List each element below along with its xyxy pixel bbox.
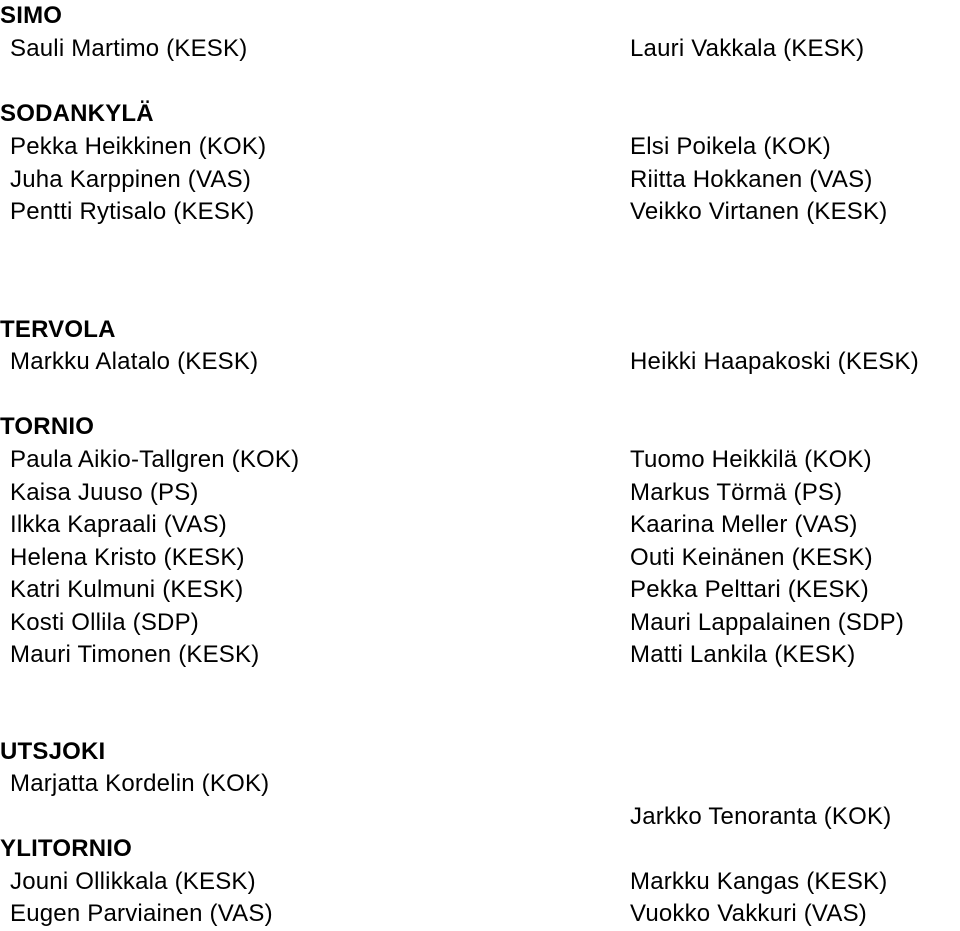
deputy-name: Veikko Virtanen (KESK) bbox=[630, 198, 888, 225]
member-name: Jouni Ollikkala (KESK) bbox=[10, 868, 256, 895]
member-name: Markku Alatalo (KESK) bbox=[10, 348, 259, 375]
municipality-heading-sodankyla: SODANKYLÄ bbox=[0, 100, 154, 127]
member-name: Kosti Ollila (SDP) bbox=[10, 609, 199, 636]
municipality-heading-tervola: TERVOLA bbox=[0, 316, 116, 343]
deputy-name: Matti Lankila (KESK) bbox=[630, 641, 856, 668]
member-name: Helena Kristo (KESK) bbox=[10, 544, 245, 571]
municipality-heading-utsjoki: UTSJOKI bbox=[0, 738, 106, 765]
member-name: Marjatta Kordelin (KOK) bbox=[10, 770, 270, 797]
deputy-name: Heikki Haapakoski (KESK) bbox=[630, 348, 919, 375]
deputy-name: Elsi Poikela (KOK) bbox=[630, 133, 831, 160]
municipality-heading-tornio: TORNIO bbox=[0, 413, 95, 440]
deputy-name: Markus Törmä (PS) bbox=[630, 479, 843, 506]
deputy-name: Vuokko Vakkuri (VAS) bbox=[630, 900, 867, 927]
deputy-name: Outi Keinänen (KESK) bbox=[630, 544, 873, 571]
member-name: Ilkka Kapraali (VAS) bbox=[10, 511, 227, 538]
deputy-name: Tuomo Heikkilä (KOK) bbox=[630, 446, 872, 473]
member-name: Katri Kulmuni (KESK) bbox=[10, 576, 244, 603]
deputy-name: Markku Kangas (KESK) bbox=[630, 868, 888, 895]
deputy-name: Lauri Vakkala (KESK) bbox=[630, 35, 865, 62]
deputy-name: Riitta Hokkanen (VAS) bbox=[630, 166, 873, 193]
deputy-name: Pekka Pelttari (KESK) bbox=[630, 576, 869, 603]
member-name: Pekka Heikkinen (KOK) bbox=[10, 133, 267, 160]
deputy-name: Jarkko Tenoranta (KOK) bbox=[630, 803, 892, 830]
member-name: Mauri Timonen (KESK) bbox=[10, 641, 260, 668]
municipality-heading-ylitornio: YLITORNIO bbox=[0, 835, 133, 862]
deputy-name: Mauri Lappalainen (SDP) bbox=[630, 609, 905, 636]
member-name: Kaisa Juuso (PS) bbox=[10, 479, 199, 506]
deputy-name: Kaarina Meller (VAS) bbox=[630, 511, 858, 538]
member-name: Sauli Martimo (KESK) bbox=[10, 35, 248, 62]
municipality-heading-simo: SIMO bbox=[0, 2, 63, 29]
member-name: Pentti Rytisalo (KESK) bbox=[10, 198, 255, 225]
member-name: Eugen Parviainen (VAS) bbox=[10, 900, 273, 927]
member-name: Paula Aikio-Tallgren (KOK) bbox=[10, 446, 300, 473]
member-name: Juha Karppinen (VAS) bbox=[10, 166, 252, 193]
